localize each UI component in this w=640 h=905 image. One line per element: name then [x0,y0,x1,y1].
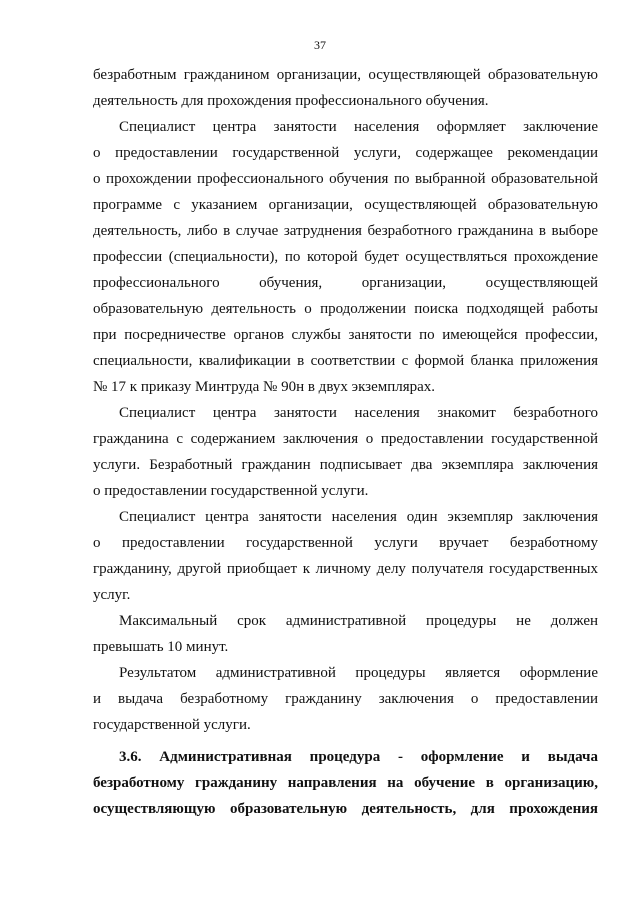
text-line: о предоставлении государственной услуги. [93,483,369,499]
paragraph-result [93,660,598,738]
section-heading-3-6 [93,744,598,822]
text-line: и выдача безработному гражданину заключения о предоставлении [93,691,598,707]
heading-line: 3.6. Административная процедура - оформление и выдача [119,749,598,765]
text-line: гражданина с содержанием заключения о предоставлении государственной [93,431,598,447]
text-line: Специалист центра занятости населения один экземпляр заключения [119,509,598,525]
text-line: о прохождении профессионального обучения по выбранной образовательной [93,171,598,187]
document-body [93,62,598,822]
text-line: Специалист центра занятости населения знакомит безработного [119,405,598,421]
text-line: программе с указанием организации, осуществляющей образовательную [93,197,598,213]
page-number: 37 [314,38,326,52]
text-line: образовательную деятельность о продолжении поиска подходящей работы [93,301,598,317]
paragraph-handover [93,504,598,608]
paragraph-continuation [93,62,598,114]
text-line: деятельность для прохождения профессионального обучения. [93,93,489,109]
text-line: услуги. Безработный гражданин подписывает два экземпляра заключения [93,457,598,473]
text-line: при посредничестве органов службы занятости по имеющейся профессии, [93,327,598,343]
paragraph-conclusion-drafting [93,114,598,400]
paragraph-max-duration [93,608,598,660]
text-line: профессионального обучения, организации, осуществляющей [93,275,598,291]
text-line: безработным гражданином организации, осуществляющей образовательную [93,67,598,83]
text-line: № 17 к приказу Минтруда № 90н в двух экземплярах. [93,379,436,395]
heading-line: безработному гражданину направления на обучение в организацию, [93,775,598,791]
text-line: услуг. [93,587,131,603]
heading-line: осуществляющую образовательную деятельность, для прохождения [93,801,598,817]
text-line: превышать 10 минут. [93,639,229,655]
text-line: деятельность, либо в случае затруднения безработного гражданина в выборе [93,223,598,239]
text-line: государственной услуги. [93,717,251,733]
text-line: профессии (специальности), по которой будет осуществляться прохождение [93,249,598,265]
text-line: о предоставлении государственной услуги вручает безработному [93,535,598,551]
text-line: специальности, квалификации в соответствии с формой бланка приложения [93,353,598,369]
text-line: Максимальный срок административной процедуры не должен [119,613,598,629]
text-line: о предоставлении государственной услуги, содержащее рекомендации [93,145,598,161]
text-line: Специалист центра занятости населения оформляет заключение [119,119,598,135]
paragraph-acquaint [93,400,598,504]
text-line: гражданину, другой приобщает к личному делу получателя государственных [93,561,598,577]
text-line: Результатом административной процедуры является оформление [119,665,598,681]
